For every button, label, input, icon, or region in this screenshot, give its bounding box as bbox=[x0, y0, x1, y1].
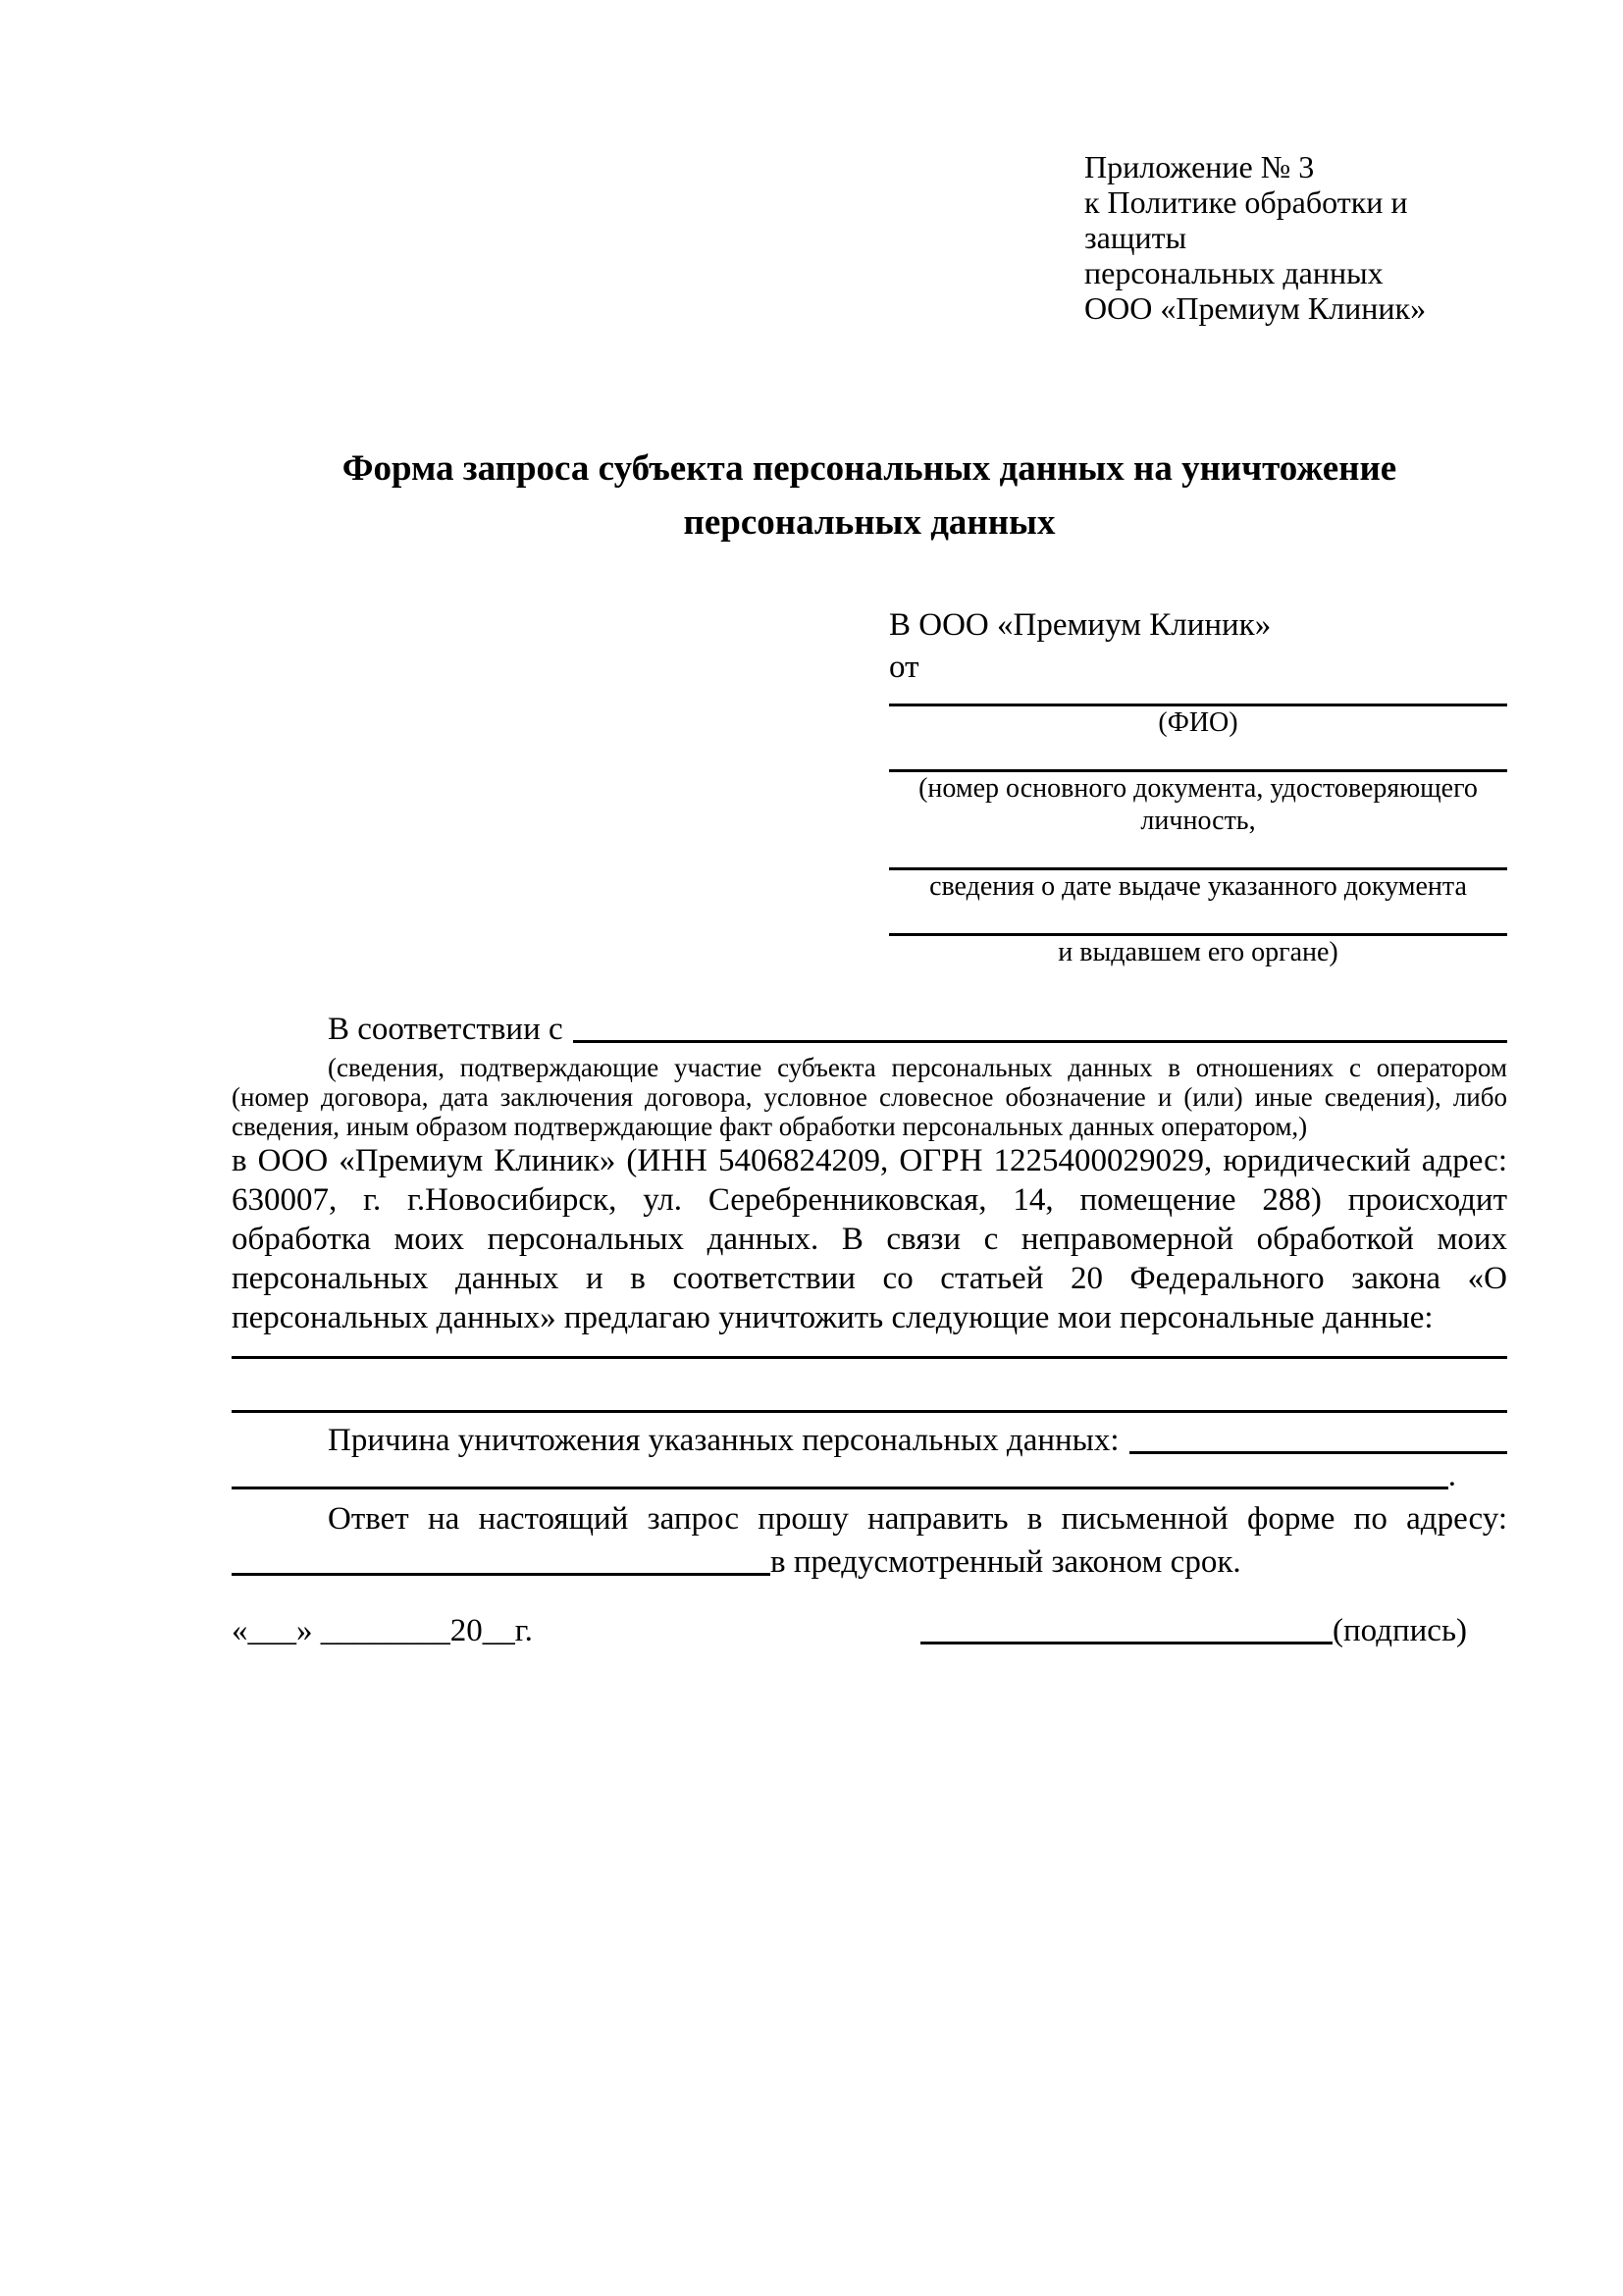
fio-blank-line bbox=[889, 689, 1507, 706]
address-blank-line bbox=[232, 1573, 770, 1576]
reason-row bbox=[232, 1419, 1507, 1462]
issuing-authority-caption: и выдавшем его органе) bbox=[1058, 937, 1338, 967]
answer-tail: в предусмотренный законом срок. bbox=[770, 1544, 1241, 1580]
policy-subject-line: персональных данных bbox=[1084, 255, 1384, 290]
main-paragraph: в ООО «Премиум Клиник» (ИНН 5406824209, ОГРН 1225400029029, юридический адрес: 630007, г. г.Новосибирск, ул. Серебренниковская, 14, помещение 288) происходит обработка моих персональных данных. В связи с неправомерной обработкой моих персональных данных и в соответствии со статьей 20 Федерального закона «О персональных данных» предлагаю уничтожить следующие мои персональные данные: bbox=[232, 1143, 1507, 1335]
accordance-blank-line bbox=[573, 1040, 1507, 1043]
date-signature-row bbox=[232, 1609, 1507, 1652]
addressee-organization: В ООО «Премиум Клиник» bbox=[889, 607, 1272, 643]
appendix-number-line: Приложение № 3 bbox=[1084, 149, 1315, 184]
answer-paragraph: Ответ на настоящий запрос прошу направить в письменной форме по адресу: bbox=[328, 1501, 1507, 1537]
document-number-field bbox=[889, 739, 1507, 837]
signature-caption: (подпись) bbox=[1333, 1613, 1467, 1648]
addressee-from-label: от bbox=[889, 650, 919, 685]
issue-date-caption: сведения о дате выдаче указанного документа bbox=[929, 871, 1467, 902]
appendix-header bbox=[1084, 149, 1507, 326]
organization-name-line: ООО «Премиум Клиник» bbox=[1084, 290, 1427, 326]
document-number-blank-line bbox=[889, 739, 1507, 772]
period-mark: . bbox=[1447, 1458, 1456, 1493]
document-number-caption: (номер основного документа, удостоверяющего личность, bbox=[918, 773, 1478, 836]
issuing-authority-field bbox=[889, 903, 1507, 968]
signature-area bbox=[920, 1609, 1467, 1652]
answer-address-row bbox=[232, 1540, 1507, 1584]
date-blank: «___» ________20__г. bbox=[232, 1613, 533, 1648]
fio-field bbox=[889, 689, 1507, 739]
accordance-note: (сведения, подтверждающие участие субъекта персональных данных в отношениях с оператором (номер договора, дата заключения договора, условное словесное обозначение и (или) иные сведения), либо сведения, иным образом подтверждающие факт обработки персональных данных оператором,) bbox=[232, 1053, 1507, 1141]
document-title: Форма запроса субъекта персональных данных на уничтожение персональных данных bbox=[341, 448, 1397, 543]
signature-blank-line bbox=[920, 1642, 1333, 1644]
personal-data-blank-line-1 bbox=[232, 1337, 1507, 1359]
policy-reference-line: к Политике обработки и защиты bbox=[1084, 184, 1408, 255]
issuing-authority-blank-line bbox=[889, 903, 1507, 936]
addressee-block bbox=[889, 604, 1507, 968]
reason-continuation-blank-line bbox=[232, 1487, 1448, 1489]
personal-data-blank-line-2 bbox=[232, 1359, 1507, 1413]
reason-label: Причина уничтожения указанных персональных данных: bbox=[328, 1423, 1120, 1458]
accordance-row bbox=[232, 1008, 1507, 1051]
issue-date-blank-line bbox=[889, 837, 1507, 870]
reason-continuation-row bbox=[232, 1458, 1507, 1497]
issue-date-field bbox=[889, 837, 1507, 903]
fio-caption: (ФИО) bbox=[1158, 707, 1238, 738]
accordance-label: В соответствии с bbox=[328, 1012, 563, 1047]
